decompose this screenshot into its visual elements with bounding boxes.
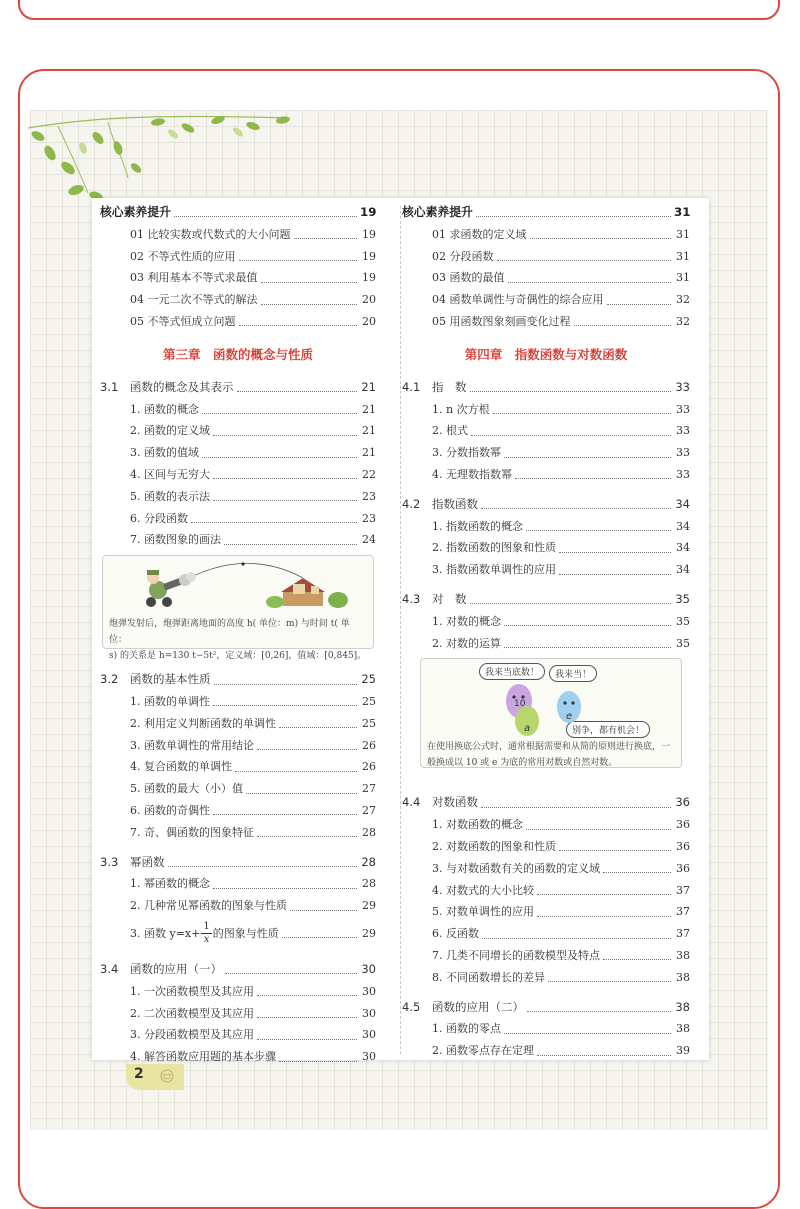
character-label-e: e	[566, 711, 573, 723]
toc-item[interactable]	[402, 880, 690, 902]
leaf-vine-icon	[28, 108, 308, 208]
toc-item[interactable]	[402, 923, 690, 945]
toc-page-number: 30	[362, 1028, 376, 1042]
toc-title: 2. 根式	[432, 424, 468, 438]
section-number: 3.3	[100, 854, 119, 869]
toc-page-number: 23	[362, 489, 376, 503]
toc-item[interactable]	[100, 442, 376, 464]
toc-item[interactable]	[402, 858, 690, 880]
toc-page-number: 19	[360, 205, 377, 219]
toc-section-4-2[interactable]	[402, 494, 690, 516]
toc-title: 函数的基本性质	[130, 672, 211, 687]
toc-title: 幂函数	[130, 854, 165, 869]
toc-page-number: 38	[675, 999, 690, 1014]
toc-item[interactable]	[100, 873, 376, 895]
logarithm-illustration	[420, 658, 682, 768]
toc-title: 01 比较实数或代数式的大小问题	[130, 227, 291, 241]
toc-item[interactable]	[100, 713, 376, 735]
toc-section-3-4[interactable]	[100, 959, 376, 981]
toc-title: 函数的概念及其表示	[130, 379, 234, 394]
toc-page-number: 26	[362, 760, 376, 774]
toc-section-3-2[interactable]	[100, 669, 376, 691]
toc-item[interactable]	[402, 464, 690, 486]
toc-page-number: 20	[362, 293, 376, 307]
toc-section-4-4[interactable]	[402, 792, 690, 814]
toc-page-number: 35	[676, 614, 690, 628]
toc-item[interactable]	[402, 246, 690, 268]
toc-title: 2. 几种常见幂函数的图象与性质	[130, 899, 287, 913]
toc-title: 3. 指数函数单调性的应用	[432, 563, 556, 577]
toc-page-number: 31	[674, 205, 691, 219]
toc-page-number: 33	[676, 446, 690, 460]
toc-item[interactable]	[402, 516, 690, 538]
figure-caption: s) 的关系是 h=130 t−5t²，定义域：[0,26]，值域：[0,845]。	[109, 651, 367, 662]
toc-title: 6. 分段函数	[130, 511, 188, 525]
toc-page-number: 37	[676, 905, 690, 919]
cannon-projectile-icon	[103, 556, 375, 612]
toc-title: 04 函数单调性与奇偶性的综合应用	[432, 293, 604, 307]
toc-page-number: 25	[361, 672, 376, 687]
section-number: 3.1	[100, 379, 119, 394]
section-number: 4.3	[402, 591, 421, 606]
toc-page-number: 38	[676, 948, 690, 962]
toc-page-number: 30	[361, 961, 376, 976]
toc-title: 02 分段函数	[432, 249, 494, 263]
toc-section-core-left[interactable]	[100, 202, 376, 224]
toc-title: 3. 函数 y=x+	[130, 926, 201, 940]
toc-item[interactable]	[402, 901, 690, 923]
book-icon	[160, 1069, 174, 1083]
toc-section-3-3[interactable]	[100, 852, 376, 874]
toc-title: 2. 对数的运算	[432, 636, 501, 650]
toc-page-number: 34	[676, 541, 690, 555]
toc-page-number: 31	[676, 271, 690, 285]
toc-page-number: 33	[676, 402, 690, 416]
toc-page-number: 32	[676, 314, 690, 328]
toc-item[interactable]	[100, 735, 376, 757]
toc-item[interactable]	[100, 1003, 376, 1025]
toc-title: 01 求函数的定义域	[432, 227, 527, 241]
toc-page-number: 25	[362, 694, 376, 708]
toc-item[interactable]	[100, 756, 376, 778]
toc-title: 02 不等式性质的应用	[130, 249, 236, 263]
toc-item[interactable]	[402, 1018, 690, 1040]
figure-caption: 在使用换底公式时，通常根据需要和从简的原则进行换底，一	[427, 742, 671, 753]
toc-page-number: 24	[362, 533, 376, 547]
toc-page-number: 28	[362, 825, 376, 839]
toc-page-number: 35	[675, 591, 690, 606]
toc-page-number: 36	[676, 861, 690, 875]
toc-page-number: 27	[362, 803, 376, 817]
toc-page-number: 21	[362, 424, 376, 438]
toc-page-number: 29	[362, 926, 376, 940]
toc-title: 4. 区间与无穷大	[130, 467, 210, 481]
toc-page-number: 19	[362, 271, 376, 285]
toc-section-4-3[interactable]	[402, 589, 690, 611]
cannon-illustration	[102, 555, 374, 662]
toc-title: 4. 无理数指数幂	[432, 467, 512, 481]
chapter-4-title: 第四章 指数函数与对数函数	[464, 346, 628, 362]
toc-item[interactable]	[402, 442, 690, 464]
toc-page-number: 30	[362, 1050, 376, 1064]
toc-item[interactable]	[402, 814, 690, 836]
toc-title: 04 一元二次不等式的解法	[130, 293, 258, 307]
toc-title: 1. 对数的概念	[432, 614, 501, 628]
toc-page-number: 21	[362, 446, 376, 460]
section-number: 4.2	[402, 496, 421, 511]
toc-page-number: 38	[676, 1022, 690, 1036]
toc-page-number: 34	[675, 496, 690, 511]
toc-right-column	[402, 198, 690, 1062]
toc-item[interactable]	[402, 633, 690, 655]
toc-title: 2. 二次函数模型及其应用	[130, 1006, 254, 1020]
toc-item[interactable]	[402, 611, 690, 633]
toc-item[interactable]	[100, 895, 376, 917]
toc-item[interactable]	[100, 800, 376, 822]
toc-page-number: 31	[676, 249, 690, 263]
toc-item[interactable]	[100, 691, 376, 713]
toc-title: 2. 指数函数的图象和性质	[432, 541, 556, 555]
toc-title: 03 利用基本不等式求最值	[130, 271, 258, 285]
toc-page-number: 19	[362, 249, 376, 263]
toc-page-number: 26	[362, 738, 376, 752]
toc-item[interactable]	[100, 508, 376, 530]
toc-title: 3. 与对数函数有关的函数的定义域	[432, 861, 600, 875]
toc-title: 1. 一次函数模型及其应用	[130, 984, 254, 998]
fraction-denominator: x	[203, 934, 210, 946]
toc-title: 2. 函数零点存在定理	[432, 1044, 534, 1058]
top-frame	[18, 0, 780, 20]
toc-item[interactable]	[100, 267, 376, 289]
toc-title: 1. 函数的单调性	[130, 694, 210, 708]
toc-page-number: 36	[676, 818, 690, 832]
toc-section-4-5[interactable]	[402, 997, 690, 1019]
toc-page-number: 22	[362, 467, 376, 481]
toc-page-number: 36	[675, 795, 690, 810]
toc-title: 7. 奇、偶函数的图象特征	[130, 825, 254, 839]
toc-page-number: 31	[676, 227, 690, 241]
toc-title: 1. 指数函数的概念	[432, 519, 523, 533]
toc-section-4-1[interactable]	[402, 377, 690, 399]
toc-title: 指 数	[432, 379, 467, 394]
page-number: 2	[134, 1066, 144, 1082]
figure-caption: 炮弹发射后，炮弹距离地面的高度 h( 单位：m) 与时间 t( 单位：	[109, 619, 350, 646]
toc-item[interactable]	[402, 967, 690, 989]
toc-item[interactable]	[100, 464, 376, 486]
toc-title: 1. 幂函数的概念	[130, 877, 210, 891]
speech-bubble: 我来当底数！	[479, 663, 545, 680]
toc-title: 4. 解答函数应用题的基本步骤	[130, 1050, 276, 1064]
section-number: 4.1	[402, 379, 421, 394]
toc-title: 1. 函数的零点	[432, 1022, 501, 1036]
toc-title: 7. 几类不同增长的函数模型及特点	[432, 948, 600, 962]
toc-page-number: 28	[361, 854, 376, 869]
toc-title: 7. 函数图象的画法	[130, 533, 221, 547]
toc-title: 1. n 次方根	[432, 402, 490, 416]
toc-title: 5. 函数的最大（小）值	[130, 782, 243, 796]
toc-title: 2. 函数的定义域	[130, 424, 210, 438]
fraction	[201, 921, 211, 946]
figure-caption: 般换成以 10 或 e 为底的常用对数或自然对数。	[427, 758, 618, 769]
toc-item[interactable]	[100, 420, 376, 442]
toc-title: 函数的应用（一）	[130, 961, 222, 976]
toc-title: 05 用函数图象刻画变化过程	[432, 314, 571, 328]
toc-item[interactable]	[100, 778, 376, 800]
column-divider	[400, 206, 401, 1054]
fraction-numerator: 1	[203, 921, 210, 933]
speech-bubble: 我来当！	[549, 665, 597, 682]
toc-item[interactable]	[402, 420, 690, 442]
toc-item[interactable]	[100, 399, 376, 421]
section-number: 4.5	[402, 999, 421, 1014]
toc-title: 6. 函数的奇偶性	[130, 803, 210, 817]
toc-page-number: 27	[362, 782, 376, 796]
toc-left-column	[100, 198, 376, 1068]
toc-title: 5. 函数的表示法	[130, 489, 210, 503]
toc-item[interactable]	[402, 224, 690, 246]
toc-page-number: 34	[676, 563, 690, 577]
toc-item[interactable]	[402, 1040, 690, 1062]
toc-item[interactable]	[402, 836, 690, 858]
toc-page-number: 23	[362, 511, 376, 525]
toc-page-number: 33	[676, 467, 690, 481]
character-label-10: 10	[514, 699, 526, 710]
toc-title: 函数的应用（二）	[432, 999, 524, 1014]
toc-title: 6. 反函数	[432, 927, 479, 941]
toc-page-number: 21	[362, 402, 376, 416]
toc-page-number: 33	[676, 424, 690, 438]
toc-page-number: 35	[676, 636, 690, 650]
toc-item[interactable]	[402, 399, 690, 421]
toc-page-number: 37	[676, 883, 690, 897]
toc-title: 4. 复合函数的单调性	[130, 760, 232, 774]
toc-title: 3. 函数单调性的常用结论	[130, 738, 254, 752]
toc-title: 03 函数的最值	[432, 271, 505, 285]
toc-page-number: 33	[675, 379, 690, 394]
toc-title: 3. 分段函数模型及其应用	[130, 1028, 254, 1042]
toc-title: 2. 对数函数的图象和性质	[432, 839, 556, 853]
toc-page-number: 19	[362, 227, 376, 241]
toc-title: 8. 不同函数增长的差异	[432, 970, 545, 984]
toc-page-number: 39	[676, 1044, 690, 1058]
toc-title: 3. 分数指数幂	[432, 446, 501, 460]
toc-item[interactable]	[100, 917, 376, 951]
toc-page-number: 32	[676, 293, 690, 307]
toc-title: 3. 函数的值域	[130, 446, 199, 460]
toc-title: 4. 对数式的大小比较	[432, 883, 534, 897]
toc-title: 1. 对数函数的概念	[432, 818, 523, 832]
toc-item[interactable]	[402, 559, 690, 581]
toc-item[interactable]	[402, 311, 690, 333]
toc-item[interactable]	[402, 945, 690, 967]
toc-section-core-right[interactable]	[402, 202, 690, 224]
toc-page-number: 37	[676, 927, 690, 941]
toc-section-3-1[interactable]	[100, 377, 376, 399]
toc-title: 对 数	[432, 591, 467, 606]
toc-title: 的图象与性质	[212, 926, 279, 940]
toc-title: 核心素养提升	[402, 205, 473, 219]
section-number: 3.4	[100, 961, 119, 976]
toc-item[interactable]	[100, 822, 376, 844]
toc-title: 2. 利用定义判断函数的单调性	[130, 716, 276, 730]
toc-item[interactable]	[402, 289, 690, 311]
toc-page-number: 29	[362, 899, 376, 913]
toc-title: 指数函数	[432, 496, 478, 511]
toc-item[interactable]	[402, 537, 690, 559]
toc-item[interactable]	[100, 1024, 376, 1046]
section-number: 3.2	[100, 672, 119, 687]
speech-bubble: 别争，都有机会！	[566, 721, 650, 738]
toc-page-number: 21	[361, 379, 376, 394]
section-number: 4.4	[402, 795, 421, 810]
toc-page-number: 36	[676, 839, 690, 853]
toc-item[interactable]	[100, 529, 376, 551]
character-label-a: a	[524, 723, 531, 735]
toc-item[interactable]	[100, 311, 376, 333]
toc-title: 对数函数	[432, 795, 478, 810]
toc-item[interactable]	[402, 267, 690, 289]
toc-item[interactable]	[100, 246, 376, 268]
toc-page-number: 30	[362, 984, 376, 998]
toc-page-number: 38	[676, 970, 690, 984]
toc-page-number: 34	[676, 519, 690, 533]
toc-title: 5. 对数单调性的应用	[432, 905, 534, 919]
toc-item[interactable]	[100, 486, 376, 508]
toc-item[interactable]	[100, 224, 376, 246]
toc-title: 1. 函数的概念	[130, 402, 199, 416]
toc-page-number: 30	[362, 1006, 376, 1020]
toc-page-number: 20	[362, 314, 376, 328]
chapter-3-title: 第三章 函数的概念与性质	[162, 346, 313, 362]
toc-title: 05 不等式恒成立问题	[130, 314, 236, 328]
toc-title: 核心素养提升	[100, 205, 171, 219]
toc-item[interactable]	[100, 289, 376, 311]
toc-page-number: 25	[362, 716, 376, 730]
toc-page-number: 28	[362, 877, 376, 891]
number-characters-icon	[491, 677, 631, 747]
toc-item[interactable]	[100, 981, 376, 1003]
